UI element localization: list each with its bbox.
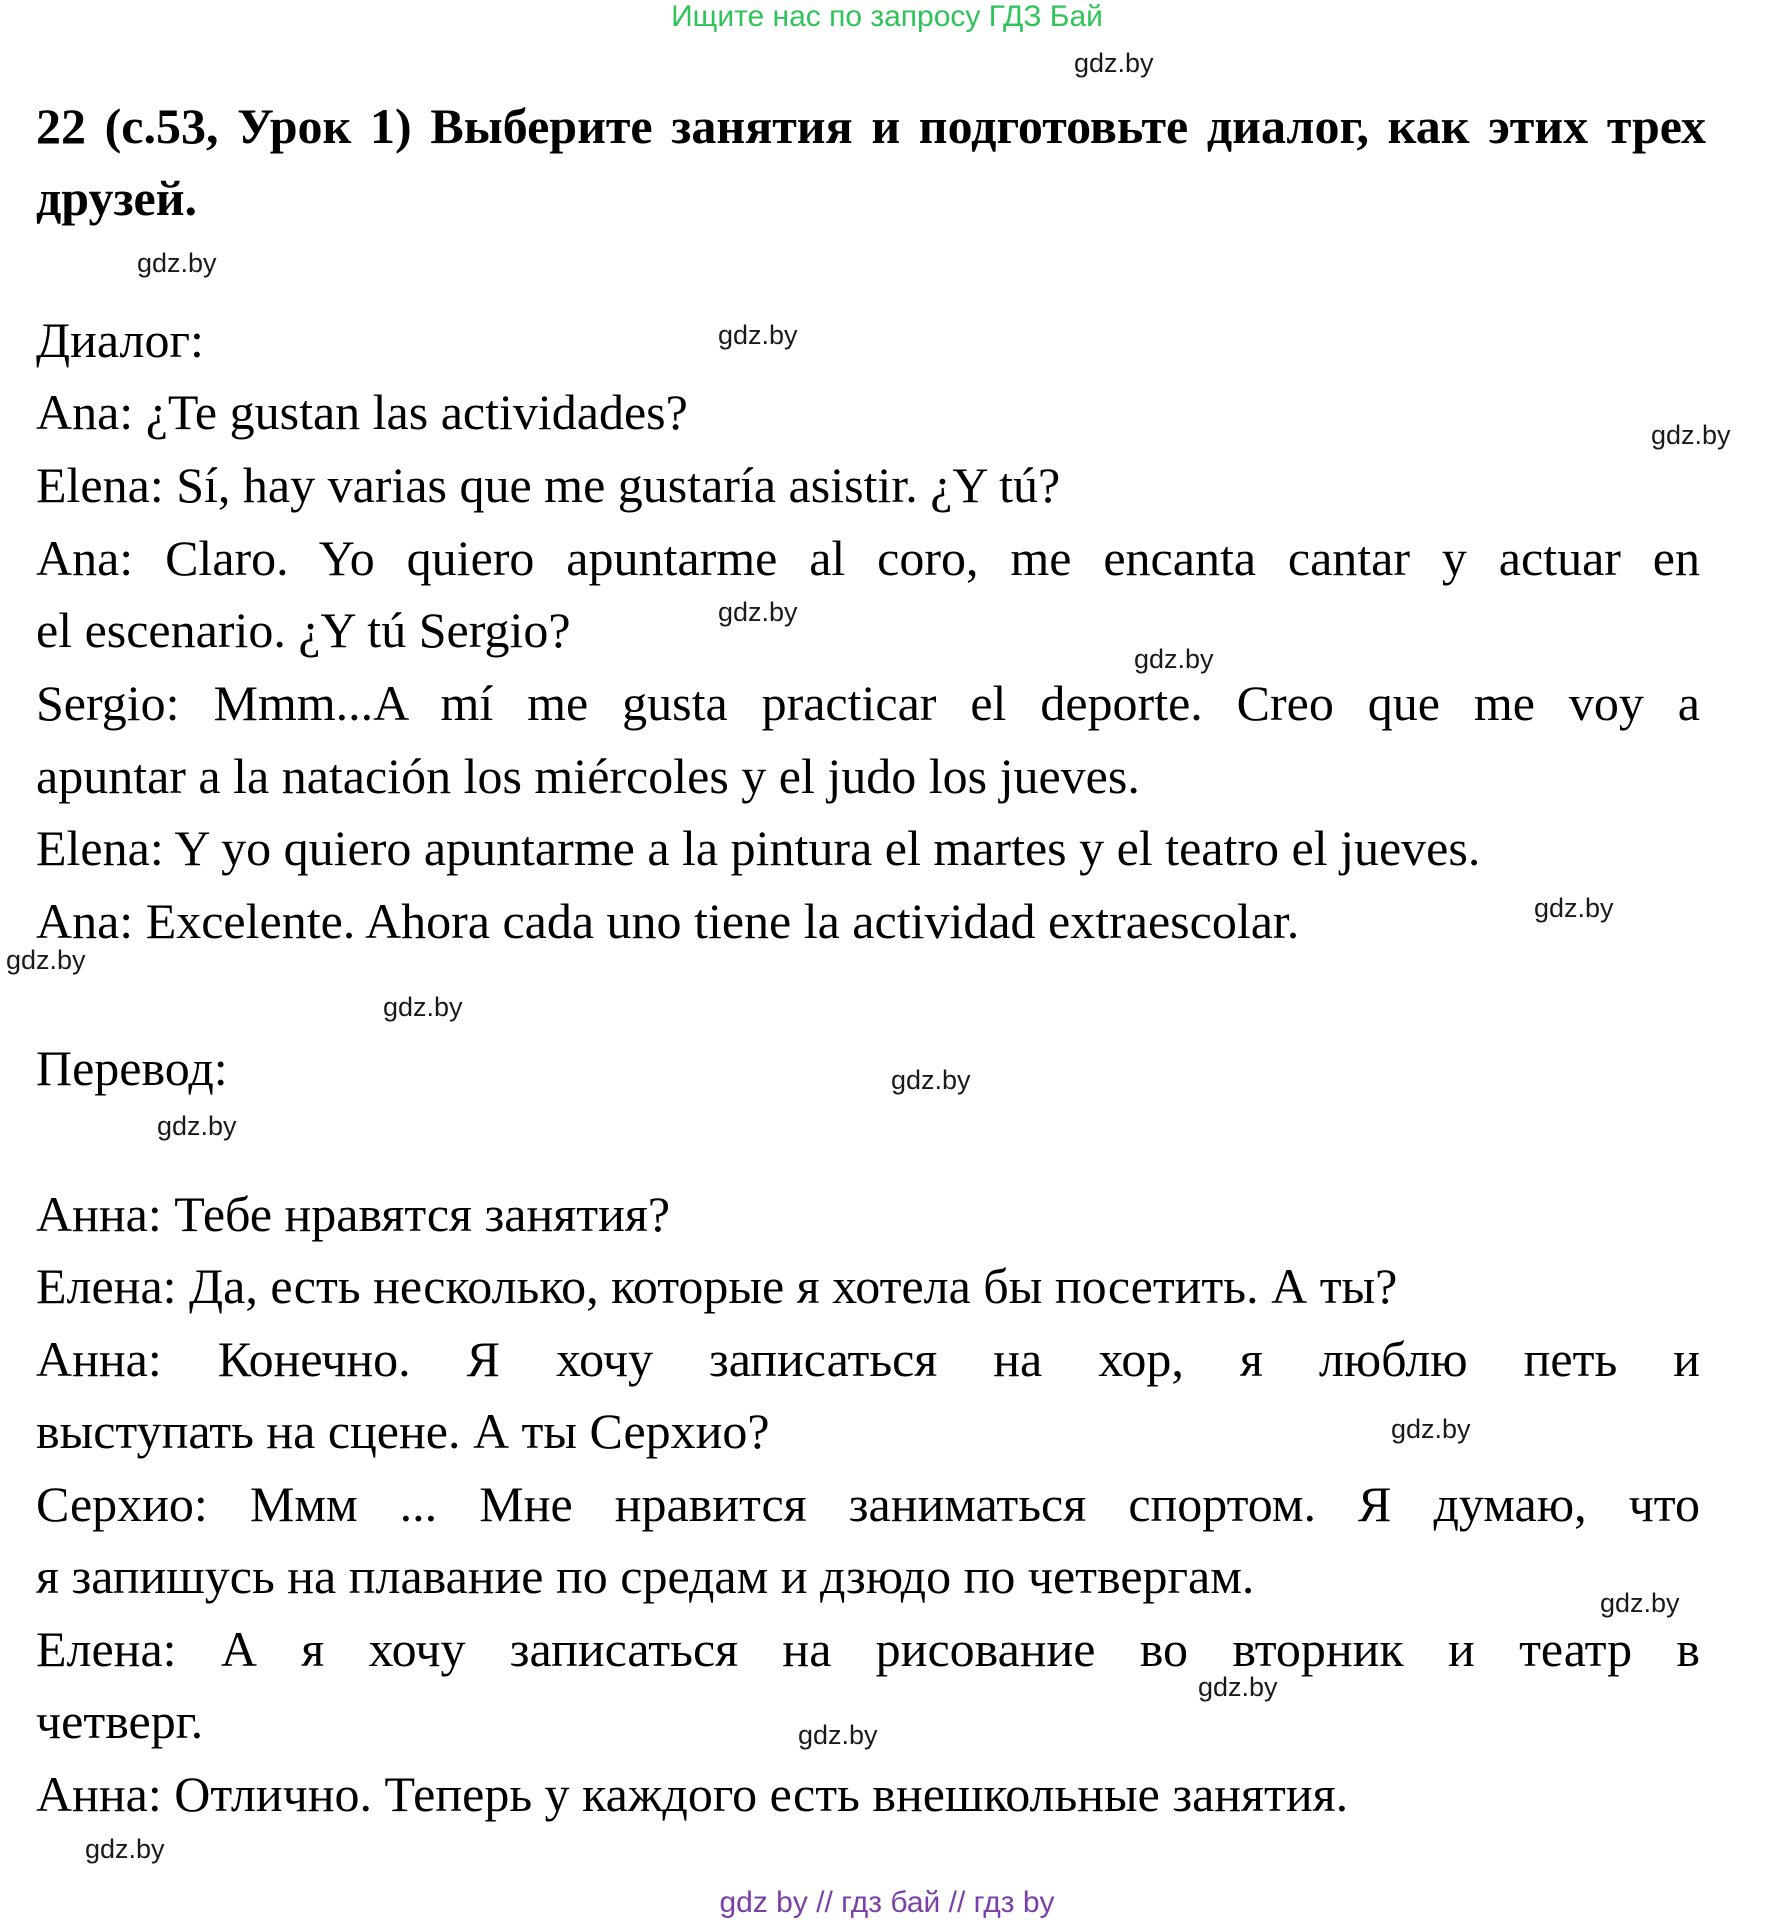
watermark: gdz.by [383, 992, 463, 1022]
exercise-title: 22 (с.53, Урок 1) Выберите занятия и подготовьте диалог, как этих трех друзей. [36, 98, 1706, 226]
watermark: gdz.by [85, 1834, 165, 1864]
dialog-heading: Диалог: [36, 312, 204, 368]
watermark: gdz.by [891, 1065, 971, 1095]
translation-line: Анна: Конечно. Я хочу записаться на хор, я люблю петь и [36, 1331, 1700, 1387]
dialog-line: Sergio: Mmm...A mí me gusta practicar el deporte. Creo que me voy a [36, 675, 1700, 731]
translation-line: выступать на сцене. А ты Серхио? [36, 1403, 770, 1459]
footer-watermark: gdz by // гдз бай // гдз by [719, 1886, 1055, 1919]
watermark: gdz.by [1391, 1414, 1471, 1444]
dialog-line: Ana: Excelente. Ahora cada uno tiene la actividad extraescolar. [36, 893, 1300, 949]
watermark: gdz.by [1534, 893, 1614, 923]
watermark: gdz.by [718, 320, 798, 350]
dialog-line: Elena: Sí, hay varias que me gustaría asistir. ¿Y tú? [36, 457, 1061, 513]
watermark: gdz.by [1074, 48, 1154, 78]
search-banner: Ищите нас по запросу ГДЗ Бай [671, 0, 1103, 33]
watermark: gdz.by [6, 945, 86, 975]
dialog-line: apuntar a la natación los miércoles y el judo los jueves. [36, 748, 1140, 804]
watermark: gdz.by [1600, 1588, 1680, 1618]
translation-line: четверг. [36, 1693, 204, 1749]
translation-line: Елена: Да, есть несколько, которые я хотела бы посетить. А ты? [36, 1258, 1398, 1314]
dialog-line: el escenario. ¿Y tú Sergio? [36, 602, 571, 658]
watermark: gdz.by [1198, 1672, 1278, 1702]
watermark: gdz.by [157, 1111, 237, 1141]
translation-line: я запишусь на плавание по средам и дзюдо по четвергам. [36, 1548, 1255, 1604]
dialog-line: Elena: Y yo quiero apuntarme a la pintura el martes y el teatro el jueves. [36, 820, 1481, 876]
translation-heading: Перевод: [36, 1040, 228, 1096]
watermark: gdz.by [718, 597, 798, 627]
translation-line: Анна: Тебе нравятся занятия? [36, 1186, 671, 1242]
dialog-line: Ana: ¿Te gustan las actividades? [36, 384, 688, 440]
watermark: gdz.by [137, 248, 217, 278]
dialog-line: Ana: Claro. Yo quiero apuntarme al coro, me encanta cantar y actuar en [36, 530, 1700, 586]
translation-line: Анна: Отлично. Теперь у каждого есть внешкольные занятия. [36, 1766, 1349, 1822]
translation-line: Елена: А я хочу записаться на рисование во вторник и театр в [36, 1621, 1700, 1677]
watermark: gdz.by [1134, 644, 1214, 674]
watermark: gdz.by [798, 1720, 878, 1750]
translation-line: Серхио: Ммм ... Мне нравится заниматься спортом. Я думаю, что [36, 1476, 1700, 1532]
watermark: gdz.by [1651, 420, 1731, 450]
